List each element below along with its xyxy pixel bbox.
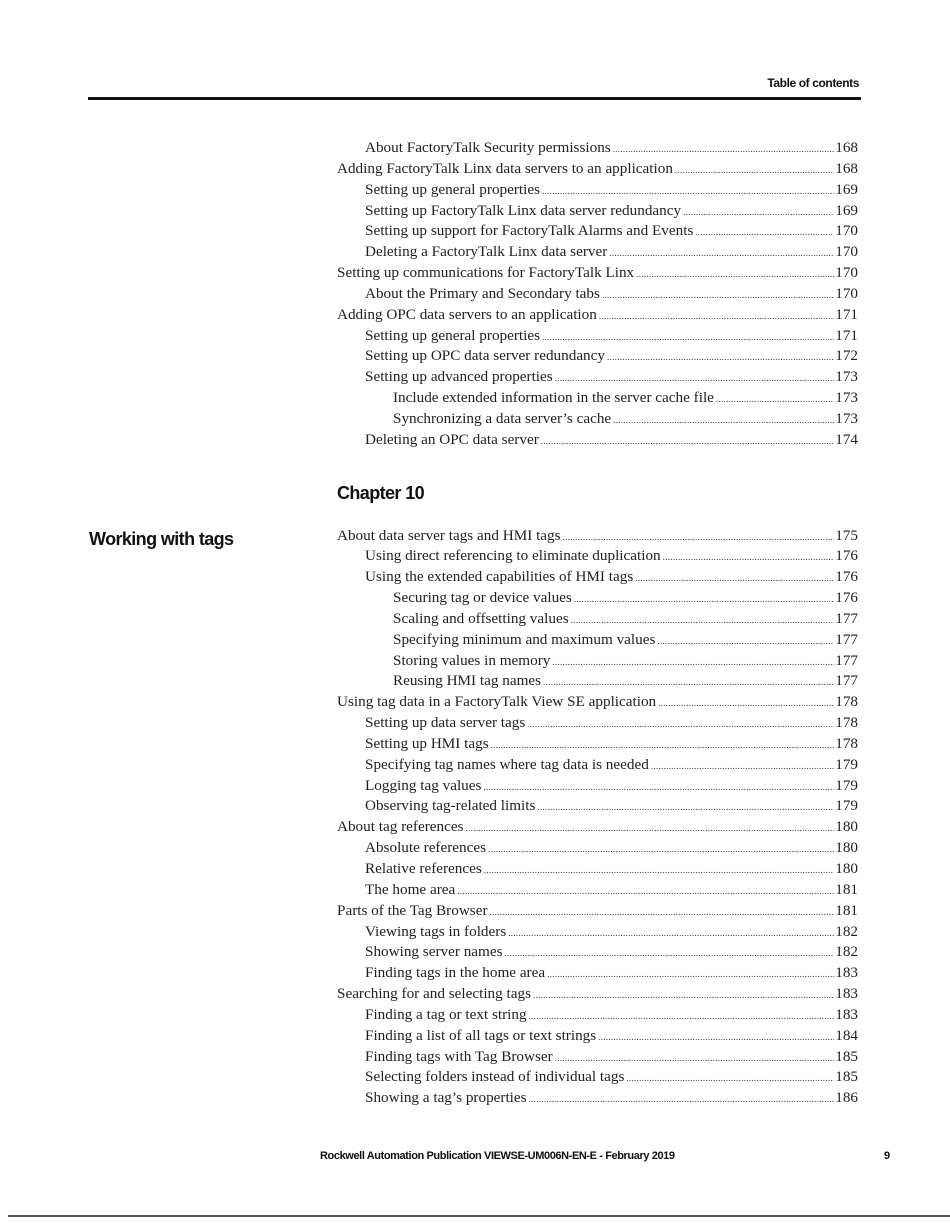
toc-entry-title: Reusing HMI tag names: [393, 672, 542, 690]
toc-dot-leader: [636, 264, 834, 284]
toc-entry[interactable]: [337, 221, 858, 242]
toc-dot-leader: [541, 431, 834, 451]
toc-dot-leader: [483, 777, 834, 797]
toc-entry-title: Specifying tag names where tag data is needed: [365, 755, 649, 773]
chapter-title: Working with tags: [89, 529, 234, 549]
toc-entry[interactable]: [337, 388, 858, 409]
toc-entry-title: Absolute references: [365, 839, 487, 857]
toc-entry-title: The home area: [365, 880, 456, 898]
footer-page-number: 9: [884, 1150, 891, 1162]
toc-entry-title: Include extended information in the server cache file: [393, 389, 714, 407]
toc-entry[interactable]: [337, 159, 858, 180]
toc-entry[interactable]: [337, 859, 858, 880]
toc-entry-page: 180: [835, 860, 858, 877]
toc-entry[interactable]: [337, 138, 858, 159]
toc-entry[interactable]: [337, 1067, 858, 1088]
toc-entry-page: 180: [835, 839, 858, 857]
toc-entry[interactable]: [337, 1047, 858, 1068]
toc-dot-leader: [490, 902, 835, 922]
toc-entry-title: Selecting folders instead of individual tags: [365, 1068, 625, 1086]
toc-entry-page: 177: [835, 651, 858, 669]
toc-entry-page: 169: [835, 201, 858, 219]
toc-entry[interactable]: [337, 180, 858, 201]
toc-dot-leader: [543, 672, 834, 692]
toc-entry-title: Searching for and selecting tags: [337, 985, 531, 1003]
toc-entry-title: Using the extended capabilities of HMI tags: [365, 568, 634, 586]
toc-entry[interactable]: [337, 880, 858, 901]
toc-entry-page: 176: [835, 589, 858, 607]
toc-entry-title: Deleting a FactoryTalk Linx data server: [365, 243, 608, 261]
toc-dot-leader: [607, 347, 834, 367]
toc-entry-title: Finding a list of all tags or text strings: [365, 1026, 597, 1044]
toc-entry[interactable]: [337, 651, 858, 672]
toc-dot-leader: [695, 222, 834, 242]
toc-dot-leader: [602, 285, 834, 305]
toc-entry-page: 181: [835, 901, 858, 919]
toc-entry-title: About the Primary and Secondary tabs: [365, 284, 600, 302]
toc-entry-title: Setting up general properties: [365, 326, 541, 344]
toc-entry[interactable]: [337, 201, 858, 222]
toc-entry[interactable]: [337, 1005, 858, 1026]
footer-publication: Rockwell Automation Publication VIEWSE-UM006N-EN-E - February 2019: [320, 1150, 675, 1162]
toc-entry-page: 171: [835, 326, 858, 344]
toc-entry-page: 181: [835, 880, 858, 898]
toc-entry[interactable]: [337, 942, 858, 963]
chapter-label: Chapter 10: [337, 483, 425, 503]
toc-dot-leader: [626, 1068, 834, 1088]
toc-dot-leader: [542, 327, 834, 347]
toc-entry-title: Setting up OPC data server redundancy: [365, 347, 605, 365]
toc-entry-page: 179: [835, 797, 858, 815]
toc-list-previous-chapter: [337, 138, 858, 451]
toc-entry-page: 173: [835, 389, 858, 407]
toc-dot-leader: [658, 693, 834, 713]
header-title: Table of contents: [767, 76, 859, 90]
toc-entry[interactable]: [337, 305, 858, 326]
toc-entry-page: 185: [835, 1047, 858, 1065]
toc-entry-title: Setting up communications for FactoryTalk Linx: [337, 264, 635, 282]
toc-dot-leader: [683, 202, 834, 222]
toc-entry[interactable]: [337, 776, 858, 797]
header-rule: [88, 97, 861, 100]
toc-entry[interactable]: [337, 1088, 858, 1109]
toc-entry[interactable]: [337, 284, 858, 305]
toc-entry[interactable]: [337, 734, 858, 755]
toc-entry-page: 172: [835, 347, 858, 365]
toc-entry[interactable]: [337, 838, 858, 859]
toc-entry[interactable]: [337, 430, 858, 451]
toc-entry-page: 170: [835, 284, 858, 302]
toc-entry-title: Storing values in memory: [393, 651, 551, 669]
toc-entry[interactable]: [337, 630, 858, 651]
toc-entry-page: 176: [835, 547, 858, 565]
toc-entry[interactable]: [337, 755, 858, 776]
toc-entry-title: Setting up general properties: [365, 180, 541, 198]
toc-dot-leader: [547, 964, 834, 984]
toc-dot-leader: [505, 943, 835, 963]
toc-entry-title: Using tag data in a FactoryTalk View SE application: [337, 693, 657, 711]
toc-entry-page: 177: [835, 609, 858, 627]
toc-entry[interactable]: [337, 671, 858, 692]
toc-entry-title: Relative references: [365, 860, 482, 877]
toc-dot-leader: [537, 797, 834, 817]
toc-entry[interactable]: [337, 1026, 858, 1047]
toc-entry-title: Finding tags in the home area: [365, 964, 546, 982]
toc-entry-title: Showing server names: [365, 943, 503, 961]
toc-dot-leader: [555, 1048, 835, 1068]
toc-entry-title: Securing tag or device values: [393, 589, 572, 607]
toc-entry[interactable]: [337, 713, 858, 734]
toc-entry-title: Specifying minimum and maximum values: [393, 630, 656, 648]
toc-dot-leader: [599, 306, 834, 326]
toc-entry[interactable]: [337, 263, 858, 284]
toc-entry[interactable]: [337, 692, 858, 713]
toc-entry-title: Viewing tags in folders: [365, 922, 507, 940]
toc-entry[interactable]: [337, 901, 858, 922]
toc-entry-page: 179: [835, 755, 858, 773]
toc-entry-page: 179: [835, 776, 858, 794]
toc-entry-page: 178: [835, 734, 858, 752]
toc-entry-page: 178: [835, 693, 858, 711]
toc-dot-leader: [651, 756, 834, 776]
toc-entry-page: 173: [835, 409, 858, 427]
toc-dot-leader: [466, 818, 835, 838]
toc-list-chapter-10: [337, 526, 858, 1110]
toc-entry-page: 183: [835, 985, 858, 1003]
toc-dot-leader: [613, 410, 834, 430]
toc-entry-page: 168: [835, 139, 858, 156]
toc-dot-leader: [663, 547, 835, 567]
toc-entry[interactable]: [337, 922, 858, 943]
toc-entry-page: 168: [835, 159, 858, 177]
toc-entry-title: Finding tags with Tag Browser: [365, 1047, 553, 1065]
toc-entry-title: Setting up data server tags: [365, 714, 526, 732]
toc-dot-leader: [555, 368, 835, 388]
toc-entry[interactable]: [337, 409, 858, 430]
toc-entry-title: Deleting an OPC data server: [365, 430, 539, 448]
toc-entry-page: 180: [835, 818, 858, 836]
toc-entry-page: 177: [835, 630, 858, 648]
toc-entry[interactable]: [337, 963, 858, 984]
toc-dot-leader: [527, 714, 834, 734]
toc-entry-title: About FactoryTalk Security permissions: [365, 139, 611, 156]
toc-entry-title: Finding a tag or text string: [365, 1005, 527, 1023]
toc-entry-page: 178: [835, 714, 858, 732]
toc-entry-page: 185: [835, 1068, 858, 1086]
toc-entry-page: 177: [835, 672, 858, 690]
toc-entry-page: 175: [835, 526, 858, 544]
toc-dot-leader: [491, 735, 835, 755]
toc-dot-leader: [457, 881, 834, 901]
toc-dot-leader: [609, 243, 834, 263]
toc-entry-title: Adding OPC data servers to an application: [337, 305, 597, 323]
toc-entry[interactable]: [337, 526, 858, 547]
toc-entry-title: Setting up HMI tags: [365, 734, 489, 752]
toc-entry-title: Setting up advanced properties: [365, 368, 553, 386]
toc-entry[interactable]: [337, 588, 858, 609]
toc-entry-page: 183: [835, 964, 858, 982]
toc-entry[interactable]: [337, 242, 858, 263]
toc-entry-title: Showing a tag’s properties: [365, 1089, 527, 1107]
toc-entry-title: Adding FactoryTalk Linx data servers to an application: [337, 159, 673, 177]
toc-entry-title: About data server tags and HMI tags: [337, 526, 561, 544]
toc-entry-title: About tag references: [337, 818, 464, 836]
toc-entry-title: Synchronizing a data server’s cache: [393, 409, 612, 427]
toc-entry-page: 184: [835, 1026, 858, 1044]
toc-dot-leader: [563, 527, 835, 547]
toc-entry[interactable]: [337, 546, 858, 567]
toc-dot-leader: [552, 652, 834, 672]
toc-entry-title: Using direct referencing to eliminate duplication: [365, 547, 661, 565]
toc-dot-leader: [529, 1006, 835, 1026]
toc-entry-page: 176: [835, 568, 858, 586]
toc-dot-leader: [571, 610, 835, 630]
toc-entry[interactable]: [337, 817, 858, 838]
toc-entry[interactable]: [337, 796, 858, 817]
toc-entry-page: 170: [835, 222, 858, 240]
toc-entry-page: 170: [835, 264, 858, 282]
toc-dot-leader: [657, 631, 834, 651]
toc-dot-leader: [529, 1089, 835, 1109]
toc-entry-page: 173: [835, 368, 858, 386]
toc-dot-leader: [484, 860, 834, 880]
toc-entry-title: Setting up support for FactoryTalk Alarms and Events: [365, 222, 694, 240]
toc-entry-title: Parts of the Tag Browser: [337, 901, 488, 919]
toc-dot-leader: [574, 589, 834, 609]
toc-dot-leader: [716, 389, 834, 409]
toc-entry-page: 174: [835, 430, 858, 448]
toc-entry[interactable]: [337, 567, 858, 588]
toc-dot-leader: [533, 985, 834, 1005]
page-bottom-rule: [8, 1215, 950, 1217]
toc-entry-title: Observing tag-related limits: [365, 797, 536, 815]
toc-entry[interactable]: [337, 984, 858, 1005]
toc-entry[interactable]: [337, 326, 858, 347]
toc-dot-leader: [635, 568, 834, 588]
toc-entry[interactable]: [337, 367, 858, 388]
toc-dot-leader: [508, 923, 834, 943]
toc-entry[interactable]: [337, 346, 858, 367]
toc-entry-page: 182: [835, 943, 858, 961]
toc-entry-page: 182: [835, 922, 858, 940]
toc-entry-page: 171: [835, 305, 858, 323]
toc-dot-leader: [675, 160, 834, 180]
toc-entry-title: Setting up FactoryTalk Linx data server redundancy: [365, 201, 682, 219]
toc-entry-title: Logging tag values: [365, 776, 482, 794]
toc-entry-page: 186: [835, 1089, 858, 1107]
toc-entry-page: 183: [835, 1005, 858, 1023]
toc-dot-leader: [598, 1027, 834, 1047]
toc-entry-title: Scaling and offsetting values: [393, 609, 569, 627]
toc-dot-leader: [613, 139, 835, 159]
toc-entry-page: 170: [835, 243, 858, 261]
toc-dot-leader: [488, 839, 834, 859]
toc-entry-page: 169: [835, 180, 858, 198]
toc-entry[interactable]: [337, 609, 858, 630]
toc-dot-leader: [542, 181, 834, 201]
